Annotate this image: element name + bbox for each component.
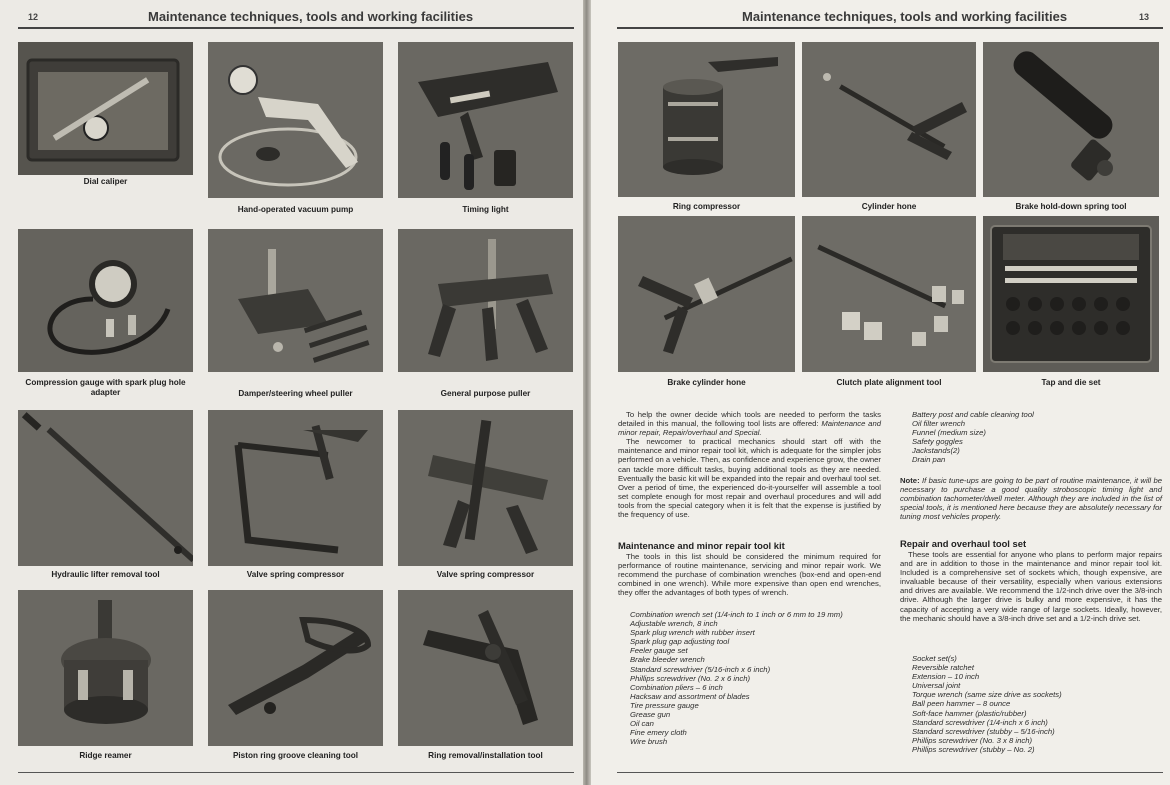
photo-ring-compressor [618, 42, 795, 197]
footer-rule [617, 772, 1163, 773]
list-item: Spark plug gap adjusting tool [630, 637, 730, 647]
photo-clutch-alignment-tool [802, 216, 976, 372]
list-item: Funnel (medium size) [912, 428, 986, 438]
list-item: Safety goggles [912, 437, 963, 447]
section-heading-repair: Repair and overhaul tool set [900, 538, 1027, 549]
intro-p1: To help the owner decide which tools are needed to perform the tasks detailed in this manual, the following tool lists are offered: [618, 410, 881, 429]
section-text-maintenance [618, 552, 881, 597]
maintenance-tool-list-continued [912, 410, 1162, 465]
caption-ring-installation-tool: Ring removal/installation tool [428, 751, 543, 760]
photo-timing-light [398, 42, 573, 198]
list-item: Spark plug wrench with rubber insert [630, 628, 755, 638]
page-title: Maintenance techniques, tools and working facilities [742, 9, 1068, 24]
list-item: Wire brush [630, 737, 668, 747]
list-item: Extension – 10 inch [912, 672, 980, 682]
page-number: 13 [1139, 12, 1150, 22]
header-rule [617, 27, 1163, 29]
caption-dial-caliper: Dial caliper [83, 177, 128, 186]
photo-brake-spring-tool [983, 42, 1159, 197]
note-text [900, 476, 1162, 521]
list-item: Phillips screwdriver (No. 3 x 8 inch) [912, 735, 1033, 745]
book-gutter [583, 0, 591, 785]
intro-text [618, 410, 881, 519]
caption-compression-gauge: Compression gauge with spark plug hole adapter [25, 378, 186, 397]
caption-brake-cylinder-hone: Brake cylinder hone [667, 378, 746, 387]
caption-ring-groove-tool: Piston ring groove cleaning tool [232, 751, 359, 760]
caption-general-puller: General purpose puller [440, 389, 531, 398]
note-body: If basic tune-ups are going to be part of routine maintenance, it will be necessary to purchase a good quality stroboscopic timing light and combination tachometer/dwell meter. Although they are included in the list of special tools, it is mentioned here because they are absolutely necessary for tuning most vehicles properly. [900, 476, 1162, 522]
intro-p2: The newcomer to practical mechanics should start off with the maintenance and minor repair tool kit, which is adequate for the simpler jobs performed on a vehicle. Then, as confidence and experience grow, the owner can tackle more difficult tasks, buying additional tools as they are needed. Eventually the basic kit will be expanded into the repair and overhaul tool set. Over a period of time, the experienced do-it-yourselfer will assemble a tool set complete enough for most repair and overhaul procedures and will add tools from the special category when it is felt that the expense is justified by the frequency of use. [618, 437, 881, 520]
list-item: Reversible ratchet [912, 663, 974, 673]
photo-valve-spring-compressor-1 [208, 410, 383, 566]
list-item: Socket set(s) [912, 654, 957, 663]
list-item: Torque wrench (same size drive as sockets) [912, 690, 1062, 700]
list-item: Ball peen hammer – 8 ounce [912, 699, 1011, 709]
photo-compression-gauge [18, 229, 193, 372]
list-item: Standard screwdriver (1/4-inch x 6 inch) [912, 717, 1048, 727]
list-item: Feeler gauge set [630, 646, 688, 656]
list-item: Jackstands(2) [912, 446, 960, 456]
caption-clutch-alignment-tool: Clutch plate alignment tool [836, 378, 942, 387]
list-item: Battery post and cable cleaning tool [912, 410, 1034, 419]
caption-brake-spring-tool: Brake hold-down spring tool [1015, 202, 1127, 211]
page-number: 12 [28, 12, 39, 22]
note-label: Note: [900, 476, 920, 485]
list-item: Phillips screwdriver (No. 2 x 6 inch) [630, 673, 751, 683]
photo-ring-groove-tool [208, 590, 383, 746]
list-item: Fine emery cloth [630, 728, 687, 738]
caption-vacuum-pump: Hand-operated vacuum pump [237, 205, 354, 214]
list-item: Tire pressure gauge [630, 700, 699, 710]
caption-ring-compressor: Ring compressor [672, 202, 741, 211]
photo-vacuum-pump [208, 42, 383, 198]
section1-paragraph: The tools in this list should be considered the minimum required for performance of routine maintenance, servicing and minor repair work. We recommend the purchase of combination wrenches (box-end and open-end combined in one wrench). While more expensive than open end wrenches, they offer the advantages of both types of wrench. [618, 552, 881, 598]
photo-damper-puller [208, 229, 383, 372]
list-item: Grease gun [630, 710, 671, 720]
caption-cylinder-hone: Cylinder hone [861, 202, 917, 211]
photo-valve-spring-compressor-2 [398, 410, 573, 566]
photo-lifter-tool [18, 410, 193, 566]
section-text-repair [900, 550, 1162, 623]
caption-damper-puller: Damper/steering wheel puller [238, 389, 353, 398]
list-item: Phillips screwdriver (stubby – No. 2) [912, 744, 1035, 754]
photo-tap-die-set [983, 216, 1159, 372]
maintenance-tool-list [630, 610, 885, 746]
list-item: Soft-face hammer (plastic/rubber) [912, 708, 1027, 718]
list-item: Brake bleeder wrench [630, 655, 705, 665]
intro-p1-categories: Maintenance and minor repair, Repair/overhaul and Special. [618, 419, 882, 438]
caption-lifter-tool: Hydraulic lifter removal tool [51, 570, 160, 579]
caption-valve-spring-compressor-2: Valve spring compressor [436, 570, 535, 579]
right-page [591, 0, 1170, 785]
section-heading-maintenance: Maintenance and minor repair tool kit [618, 540, 785, 551]
photo-brake-cylinder-hone [618, 216, 795, 372]
list-item: Combination wrench set (1/4-inch to 1 inch or 6 mm to 19 mm) [630, 610, 843, 619]
list-item: Hacksaw and assortment of blades [630, 691, 750, 701]
caption-ridge-reamer: Ridge reamer [79, 751, 132, 760]
list-item: Universal joint [912, 681, 961, 691]
list-item: Drain pan [912, 455, 946, 465]
photo-cylinder-hone [802, 42, 976, 197]
list-item: Standard screwdriver (5/16-inch x 6 inch) [630, 664, 771, 674]
photo-ring-installation-tool [398, 590, 573, 746]
repair-tool-list [912, 654, 1162, 754]
caption-valve-spring-compressor-1: Valve spring compressor [246, 570, 345, 579]
list-item: Combination pliers – 6 inch [630, 682, 723, 692]
page-title: Maintenance techniques, tools and working facilities [148, 9, 474, 24]
photo-ridge-reamer [18, 590, 193, 746]
header-rule [18, 27, 574, 29]
list-item: Oil filter wrench [912, 419, 965, 429]
section2-paragraph: These tools are essential for anyone who plans to perform major repairs and are in addition to those in the maintenance and minor repair tool kit. Included is a comprehensive set of sockets which, though expensive, are invaluable because of their versatility, especially when various extensions and drives are available. We recommend the 1/2-inch drive over the 3/8-inch drive. Although the larger drive is bulky and more expensive, it has the capacity of accepting a very wide range of large sockets. Ideally, however, the mechanic should have a 3/8-inch drive set and a 1/2-inch drive set. [900, 550, 1162, 623]
footer-rule [18, 772, 574, 773]
list-item: Standard screwdriver (stubby – 5/16-inch) [912, 726, 1055, 736]
photo-general-puller [398, 229, 573, 372]
caption-timing-light: Timing light [462, 205, 509, 214]
photo-dial-caliper [18, 42, 193, 175]
left-page [0, 0, 583, 785]
list-item: Adjustable wrench, 8 inch [630, 619, 718, 629]
list-item: Oil can [630, 719, 654, 729]
caption-tap-die-set: Tap and die set [1041, 378, 1101, 387]
